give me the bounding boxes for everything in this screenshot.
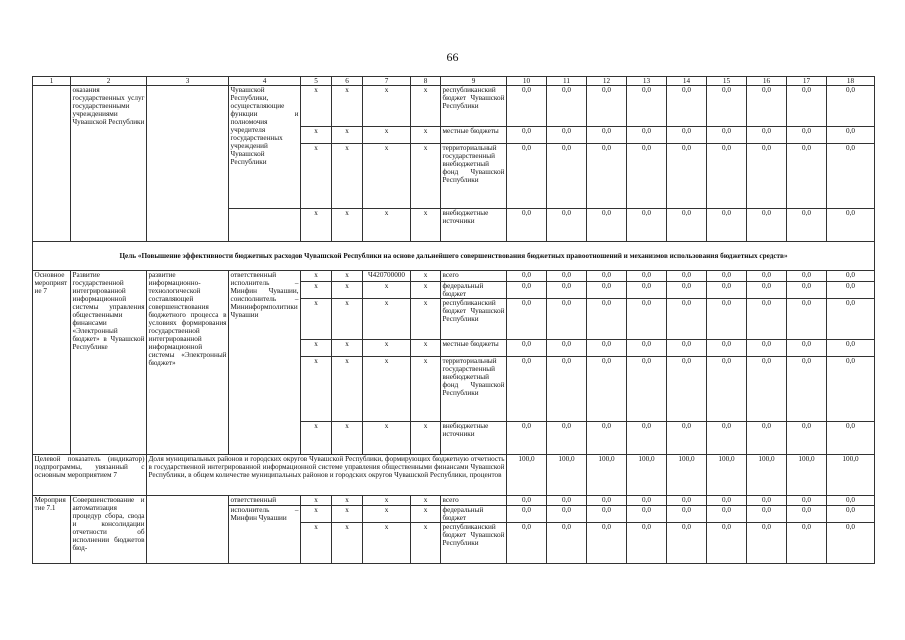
empty-cell (147, 86, 229, 242)
funding-source-cell: местные бюджеты (441, 127, 507, 144)
value-cell: 0,0 (747, 144, 787, 209)
value-cell: 0,0 (667, 357, 707, 422)
column-number: 13 (627, 77, 667, 86)
value-cell: 0,0 (707, 523, 747, 564)
value-cell: 0,0 (547, 506, 587, 523)
value-cell: 0,0 (507, 209, 547, 242)
value-cell: 0,0 (507, 86, 547, 127)
code-cell: х (301, 127, 332, 144)
code-cell: х (332, 422, 363, 455)
column-number: 15 (707, 77, 747, 86)
value-cell: 0,0 (627, 127, 667, 144)
code-cell: х (332, 144, 363, 209)
funding-source-cell: внебюджетные источники (441, 422, 507, 455)
value-cell: 0,0 (827, 144, 875, 209)
value-cell: 0,0 (667, 340, 707, 357)
value-cell: 0,0 (827, 506, 875, 523)
column-number: 3 (147, 77, 229, 86)
value-cell: 0,0 (547, 282, 587, 299)
value-cell: 0,0 (787, 299, 827, 340)
goal-row (33, 242, 875, 271)
value-cell: 0,0 (627, 506, 667, 523)
code-cell: х (363, 422, 411, 455)
value-cell: 0,0 (827, 209, 875, 242)
value-cell: 100,0 (547, 455, 587, 496)
executor-cell: ответственный исполнитель – Минфин Чувашии, соисполнитель – Мининформполитики Чувашии (229, 271, 301, 455)
value-cell: 0,0 (707, 282, 747, 299)
code-cell: х (332, 282, 363, 299)
value-cell: 0,0 (747, 271, 787, 282)
value-cell: 100,0 (707, 455, 747, 496)
code-cell: х (301, 299, 332, 340)
column-number: 8 (411, 77, 441, 86)
value-cell: 0,0 (667, 422, 707, 455)
value-cell: 0,0 (547, 86, 587, 127)
funding-source-cell: республиканский бюджет Чувашской Республики (441, 523, 507, 564)
value-cell: 0,0 (507, 299, 547, 340)
value-cell: 0,0 (507, 523, 547, 564)
value-cell: 0,0 (787, 127, 827, 144)
value-cell: 0,0 (747, 496, 787, 506)
code-cell: х (301, 422, 332, 455)
value-cell: 0,0 (587, 209, 627, 242)
code-cell: х (411, 357, 441, 422)
value-cell: 0,0 (627, 422, 667, 455)
value-cell: 0,0 (507, 144, 547, 209)
value-cell: 100,0 (747, 455, 787, 496)
value-cell: 0,0 (547, 340, 587, 357)
table-row (33, 86, 875, 127)
value-cell: 0,0 (707, 144, 747, 209)
value-cell: 0,0 (827, 282, 875, 299)
value-cell: 0,0 (547, 523, 587, 564)
value-cell: 0,0 (587, 506, 627, 523)
value-cell: 0,0 (707, 340, 747, 357)
value-cell: 0,0 (547, 299, 587, 340)
value-cell: 0,0 (547, 422, 587, 455)
value-cell: 0,0 (547, 127, 587, 144)
code-cell: х (363, 299, 411, 340)
value-cell: 0,0 (627, 144, 667, 209)
code-cell: х (363, 496, 411, 506)
funding-source-cell: местные бюджеты (441, 340, 507, 357)
value-cell: 0,0 (707, 209, 747, 242)
value-cell: 0,0 (667, 271, 707, 282)
table-row (33, 496, 875, 506)
value-cell: 0,0 (787, 506, 827, 523)
value-cell: 100,0 (827, 455, 875, 496)
value-cell: 0,0 (707, 506, 747, 523)
value-cell: 0,0 (747, 209, 787, 242)
empty-cell (229, 209, 301, 242)
code-cell: х (363, 357, 411, 422)
value-cell: 0,0 (787, 209, 827, 242)
value-cell: 0,0 (747, 340, 787, 357)
code-cell: х (332, 506, 363, 523)
code-cell: х (363, 86, 411, 127)
executor-cell: ответственный (229, 496, 301, 506)
code-cell: х (363, 144, 411, 209)
value-cell: 0,0 (707, 422, 747, 455)
value-cell: 0,0 (507, 357, 547, 422)
value-cell: 0,0 (587, 422, 627, 455)
value-cell: 0,0 (747, 299, 787, 340)
code-cell: х (363, 127, 411, 144)
code-cell: х (332, 340, 363, 357)
code-cell: х (301, 209, 332, 242)
funding-source-cell: территориальный государственный внебюджетный фонд Чувашской Республики (441, 357, 507, 422)
code-cell: х (301, 271, 332, 282)
code-cell: х (301, 357, 332, 422)
value-cell: 0,0 (707, 496, 747, 506)
column-number: 1 (33, 77, 71, 86)
indicator-label: Целевой показатель (индикатор) подпрограммы, увязанный с основным мероприятием 7 (33, 455, 147, 496)
value-cell: 100,0 (587, 455, 627, 496)
value-cell: 0,0 (547, 209, 587, 242)
code-cell: х (301, 340, 332, 357)
value-cell: 0,0 (787, 496, 827, 506)
funding-source-cell: республиканский бюджет Чувашской Республики (441, 86, 507, 127)
value-cell: 0,0 (747, 86, 787, 127)
code-cell: х (411, 127, 441, 144)
value-cell: 100,0 (627, 455, 667, 496)
value-cell: 0,0 (787, 86, 827, 127)
code-cell: х (332, 271, 363, 282)
value-cell: 0,0 (587, 144, 627, 209)
column-number: 18 (827, 77, 875, 86)
executor-cell: исполнитель – Минфин Чувашии (229, 506, 301, 564)
value-cell: 100,0 (507, 455, 547, 496)
code-cell: х (301, 86, 332, 127)
value-cell: 0,0 (707, 86, 747, 127)
column-number: 6 (332, 77, 363, 86)
value-cell: 0,0 (547, 144, 587, 209)
value-cell: 0,0 (787, 282, 827, 299)
code-cell: х (411, 144, 441, 209)
column-number: 7 (363, 77, 411, 86)
value-cell: 0,0 (587, 299, 627, 340)
value-cell: 0,0 (667, 506, 707, 523)
value-cell: 0,0 (827, 86, 875, 127)
measure-name-cell: Совершенствование и автоматизация процедур сбора, свода и консолидации отчетности об исполнении бюджетов бюд- (71, 496, 147, 564)
value-cell: 0,0 (667, 523, 707, 564)
code-cell: х (363, 209, 411, 242)
value-cell: 0,0 (747, 422, 787, 455)
value-cell: 0,0 (747, 506, 787, 523)
value-cell: 0,0 (827, 422, 875, 455)
value-cell: 0,0 (787, 523, 827, 564)
value-cell: 0,0 (827, 523, 875, 564)
expected-result-cell: развитие информационно-технологической составляющей совершенствования бюджетного процесса в условиях формирования государственной интегрированной информационной системы «Электронный бюджет» (147, 271, 229, 455)
code-cell: х (411, 282, 441, 299)
value-cell: 0,0 (667, 282, 707, 299)
empty-cell (33, 86, 71, 242)
value-cell: 0,0 (747, 523, 787, 564)
budget-table (32, 76, 875, 564)
value-cell: 0,0 (667, 209, 707, 242)
code-cell: х (301, 282, 332, 299)
code-cell: х (363, 282, 411, 299)
value-cell: 0,0 (627, 209, 667, 242)
code-cell: х (332, 357, 363, 422)
code-cell: х (363, 506, 411, 523)
code-cell: х (301, 144, 332, 209)
value-cell: 0,0 (707, 299, 747, 340)
value-cell: 0,0 (507, 422, 547, 455)
code-cell: х (411, 340, 441, 357)
code-cell: х (363, 523, 411, 564)
column-number: 17 (787, 77, 827, 86)
header-row (33, 77, 875, 86)
value-cell: 0,0 (827, 496, 875, 506)
indicator-row (33, 455, 875, 496)
value-cell: 0,0 (827, 299, 875, 340)
funding-source-cell: внебюджетные источники (441, 209, 507, 242)
code-cell: х (411, 86, 441, 127)
value-cell: 0,0 (627, 86, 667, 127)
value-cell: 0,0 (787, 357, 827, 422)
measure-name-cell: оказания государственных услуг государственными учреждениями Чувашской Республики (71, 86, 147, 242)
funding-source-cell: всего (441, 271, 507, 282)
value-cell: 0,0 (627, 271, 667, 282)
value-cell: 0,0 (787, 422, 827, 455)
value-cell: 0,0 (627, 340, 667, 357)
code-cell: х (411, 523, 441, 564)
code-cell: х (411, 422, 441, 455)
value-cell: 100,0 (787, 455, 827, 496)
value-cell: 0,0 (627, 357, 667, 422)
value-cell: 100,0 (667, 455, 707, 496)
value-cell: 0,0 (707, 127, 747, 144)
code-cell: х (332, 127, 363, 144)
value-cell: 0,0 (747, 127, 787, 144)
column-number: 12 (587, 77, 627, 86)
code-cell: х (363, 340, 411, 357)
value-cell: 0,0 (507, 282, 547, 299)
value-cell: 0,0 (667, 86, 707, 127)
value-cell: 0,0 (587, 496, 627, 506)
value-cell: 0,0 (587, 271, 627, 282)
value-cell: 0,0 (587, 127, 627, 144)
value-cell: 0,0 (747, 282, 787, 299)
value-cell: 0,0 (507, 271, 547, 282)
column-number: 9 (441, 77, 507, 86)
code-cell: х (411, 496, 441, 506)
value-cell: 0,0 (667, 496, 707, 506)
goal-title: Цель «Повышение эффективности бюджетных расходов Чувашской Республики на основе дальнейшего совершенствования бюджетных правоотношений и механизмов использования бюджетных средств» (33, 242, 875, 271)
column-number: 11 (547, 77, 587, 86)
measure-label-cell: Основное мероприятие 7 (33, 271, 71, 455)
measure-name-cell: Развитие государственной интегрированной информационной системы управления общественными финансами «Электронный бюджет» в Чувашской Республике (71, 271, 147, 455)
value-cell: 0,0 (787, 144, 827, 209)
funding-source-cell: федеральный бюджет (441, 282, 507, 299)
value-cell: 0,0 (707, 357, 747, 422)
value-cell: 0,0 (507, 496, 547, 506)
value-cell: 0,0 (627, 299, 667, 340)
table-row (33, 271, 875, 282)
code-cell: х (411, 209, 441, 242)
value-cell: 0,0 (827, 340, 875, 357)
empty-cell (147, 496, 229, 564)
value-cell: 0,0 (627, 282, 667, 299)
value-cell: 0,0 (587, 282, 627, 299)
column-number: 10 (507, 77, 547, 86)
value-cell: 0,0 (787, 271, 827, 282)
column-number: 14 (667, 77, 707, 86)
value-cell: 0,0 (507, 340, 547, 357)
value-cell: 0,0 (627, 496, 667, 506)
value-cell: 0,0 (827, 357, 875, 422)
code-cell: х (332, 299, 363, 340)
funding-source-cell: территориальный государственный внебюджетный фонд Чувашской Республики (441, 144, 507, 209)
indicator-text: Доля муниципальных районов и городских округов Чувашской Республики, формирующих бюджетную отчетность в государственной интегрированной информационной системе управления общественными финансами Чувашской Республики, в общем количестве муниципальных районов и городских округов Чувашской Республики, процентов (147, 455, 507, 496)
column-number: 4 (229, 77, 301, 86)
measure-label-cell: Мероприятие 7.1 (33, 496, 71, 564)
code-cell: х (332, 523, 363, 564)
funding-source-cell: федеральный бюджет (441, 506, 507, 523)
page-number: 66 (446, 50, 459, 64)
code-cell: х (301, 506, 332, 523)
code-cell: х (411, 299, 441, 340)
value-cell: 0,0 (667, 144, 707, 209)
value-cell: 0,0 (547, 271, 587, 282)
column-number: 16 (747, 77, 787, 86)
code-cell: х (301, 496, 332, 506)
value-cell: 0,0 (827, 271, 875, 282)
value-cell: 0,0 (507, 127, 547, 144)
code-cell: х (411, 506, 441, 523)
value-cell: 0,0 (547, 496, 587, 506)
value-cell: 0,0 (827, 127, 875, 144)
code-cell: х (332, 496, 363, 506)
code-cell: х (332, 86, 363, 127)
executor-cell: Чувашской Республики, осуществляющие функции и полномочия учредителя государственных учреждений Чувашской Республики (229, 86, 301, 209)
value-cell: 0,0 (707, 271, 747, 282)
value-cell: 0,0 (587, 357, 627, 422)
value-cell: 0,0 (667, 299, 707, 340)
value-cell: 0,0 (667, 127, 707, 144)
funding-source-cell: республиканский бюджет Чувашской Республики (441, 299, 507, 340)
code-cell: Ч420700000 (363, 271, 411, 282)
value-cell: 0,0 (747, 357, 787, 422)
value-cell: 0,0 (587, 340, 627, 357)
value-cell: 0,0 (627, 523, 667, 564)
code-cell: х (301, 523, 332, 564)
code-cell: х (411, 271, 441, 282)
funding-source-cell: всего (441, 496, 507, 506)
value-cell: 0,0 (587, 523, 627, 564)
code-cell: х (332, 209, 363, 242)
column-number: 5 (301, 77, 332, 86)
value-cell: 0,0 (587, 86, 627, 127)
value-cell: 0,0 (787, 340, 827, 357)
value-cell: 0,0 (547, 357, 587, 422)
value-cell: 0,0 (507, 506, 547, 523)
column-number: 2 (71, 77, 147, 86)
